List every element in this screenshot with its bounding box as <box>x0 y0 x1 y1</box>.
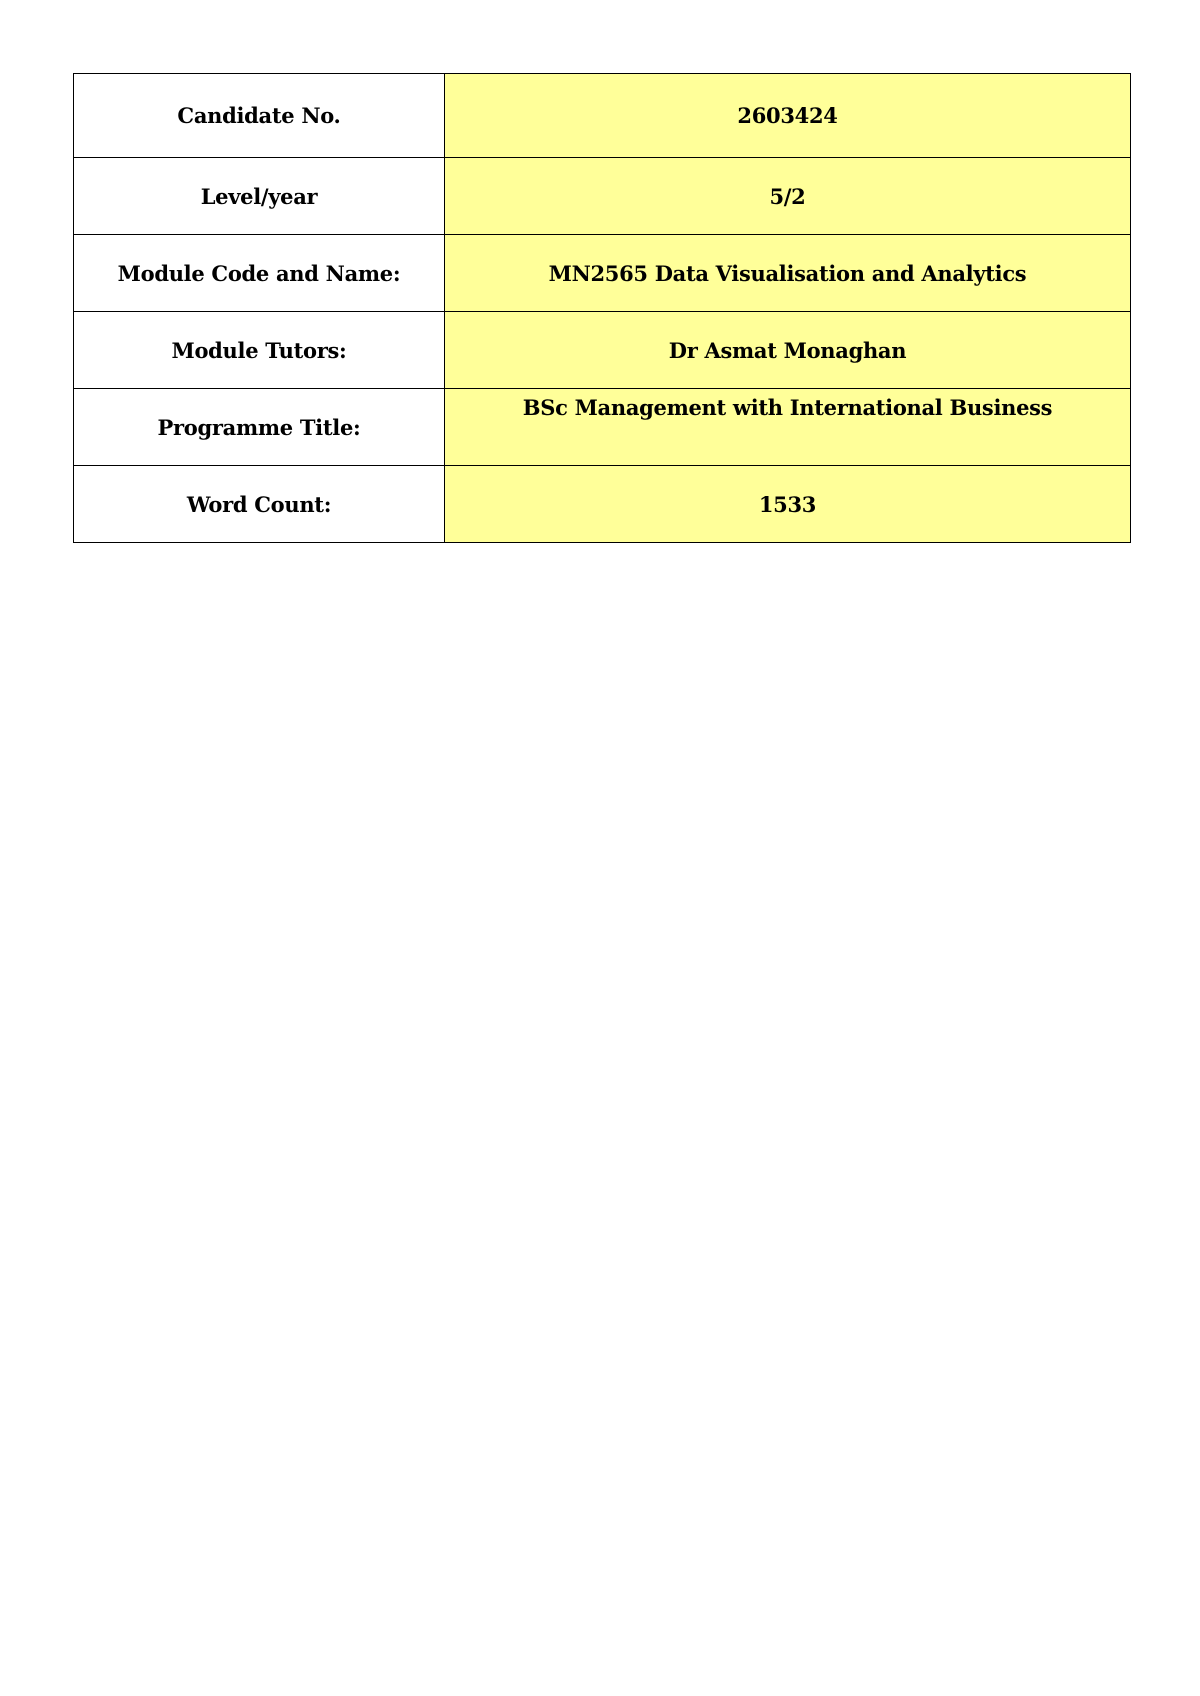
module-code-label: Module Code and Name: <box>74 235 445 312</box>
programme-title-label: Programme Title: <box>74 389 445 466</box>
candidate-number-value: 2603424 <box>445 74 1131 158</box>
cover-sheet-table <box>73 73 1131 543</box>
programme-title-value: BSc Management with International Business <box>445 389 1131 466</box>
table-row-module-code <box>74 235 1131 312</box>
table-row-word-count <box>74 466 1131 543</box>
level-year-label: Level/year <box>74 158 445 235</box>
word-count-value: 1533 <box>445 466 1131 543</box>
level-year-value: 5/2 <box>445 158 1131 235</box>
module-tutors-value: Dr Asmat Monaghan <box>445 312 1131 389</box>
module-code-value: MN2565 Data Visualisation and Analytics <box>445 235 1131 312</box>
table-row-candidate-number <box>74 74 1131 158</box>
table-row-module-tutors <box>74 312 1131 389</box>
table-row-programme-title <box>74 389 1131 466</box>
word-count-label: Word Count: <box>74 466 445 543</box>
module-tutors-label: Module Tutors: <box>74 312 445 389</box>
candidate-number-label: Candidate No. <box>74 74 445 158</box>
table-row-level-year <box>74 158 1131 235</box>
